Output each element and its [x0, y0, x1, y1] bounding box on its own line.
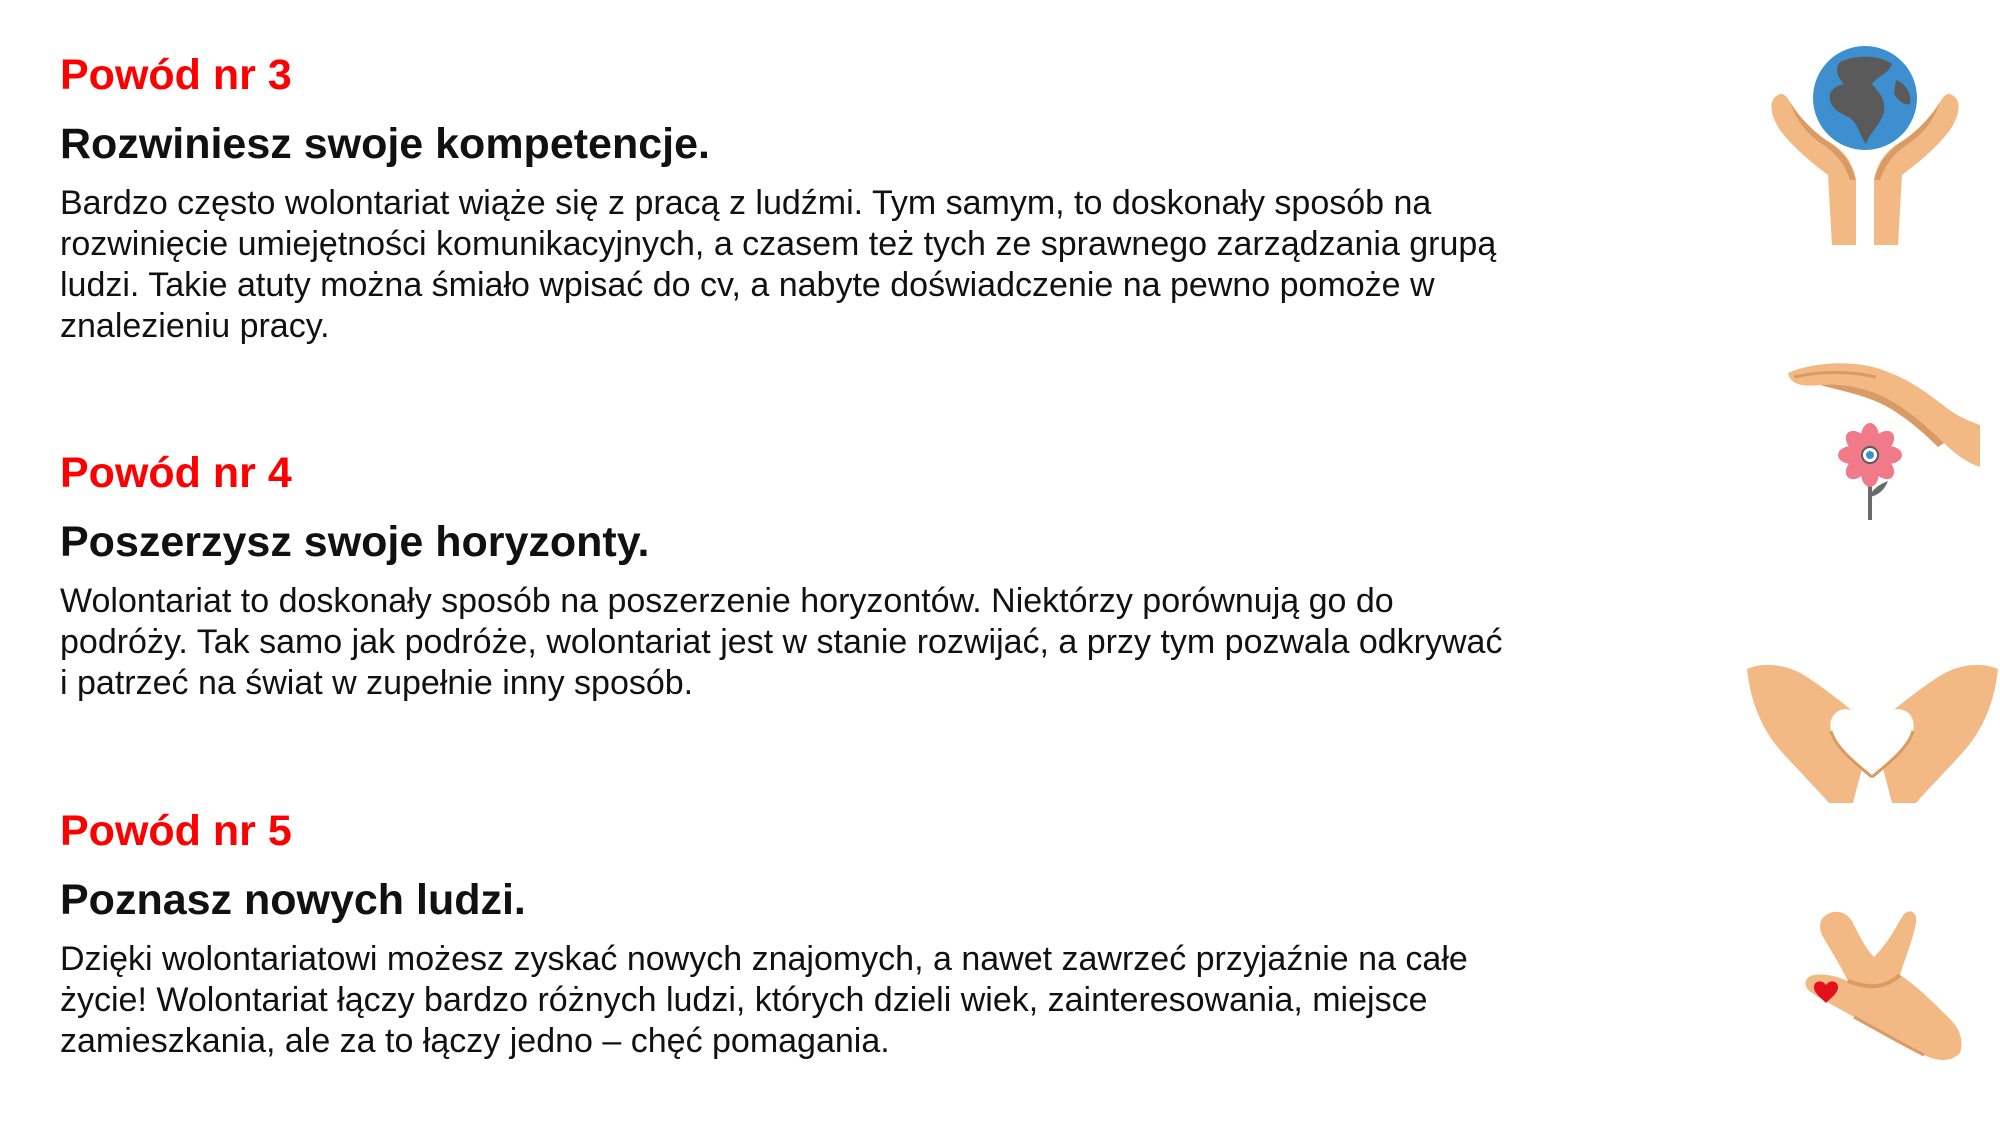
reason-body: [60, 939, 1700, 1062]
hand-protecting-flower-icon: [1780, 355, 1980, 530]
reason-body-line: Bardzo często wolontariat wiąże się z pracą z ludźmi. Tym samym, to doskonały sposób na: [60, 183, 1432, 222]
reason-body-line: ludzi. Takie atuty można śmiało wpisać do cv, a nabyte doświadczenie na pewno pomoże w: [60, 265, 1435, 304]
heart-shaped-hands-icon: [1745, 655, 2000, 805]
reason-section-4: [60, 450, 1700, 704]
reason-body-line: Wolontariat to doskonały sposób na poszerzenie horyzontów. Niektórzy porównują go do: [60, 581, 1394, 620]
reason-body: [60, 581, 1700, 704]
reason-section-5: [60, 808, 1700, 1062]
reason-body-line: życie! Wolontariat łączy bardzo różnych ludzi, których dzieli wiek, zainteresowania, miejsce: [60, 980, 1428, 1019]
reason-section-3: [60, 52, 1700, 347]
reason-body-line: podróży. Tak samo jak podróże, wolontariat jest w stanie rozwijać, a przy tym pozwala odkrywać: [60, 622, 1503, 661]
hands-holding-globe-icon: [1760, 40, 1970, 250]
reason-label: Powód nr 5: [60, 807, 292, 855]
reason-body-line: Dzięki wolontariatowi możesz zyskać nowych znajomych, a nawet zawrzeć przyjaźnie na całe: [60, 939, 1468, 978]
reason-title: Rozwiniesz swoje kompetencje.: [60, 120, 710, 169]
reason-body-line: i patrzeć na świat w zupełnie inny sposób.: [60, 663, 694, 702]
reason-body: [60, 183, 1700, 347]
reason-label: Powód nr 3: [60, 51, 292, 99]
reason-title: Poznasz nowych ludzi.: [60, 876, 526, 925]
reason-label: Powód nr 4: [60, 449, 292, 497]
reason-body-line: zamieszkania, ale za to łączy jedno – chęć pomagania.: [60, 1021, 890, 1060]
hand-pinching-heart-icon: [1790, 895, 1965, 1070]
reason-title: Poszerzysz swoje horyzonty.: [60, 518, 650, 567]
reason-body-line: rozwinięcie umiejętności komunikacyjnych, a czasem też tych ze sprawnego zarządzania grupą: [60, 224, 1497, 263]
reason-body-line: znalezieniu pracy.: [60, 306, 330, 345]
